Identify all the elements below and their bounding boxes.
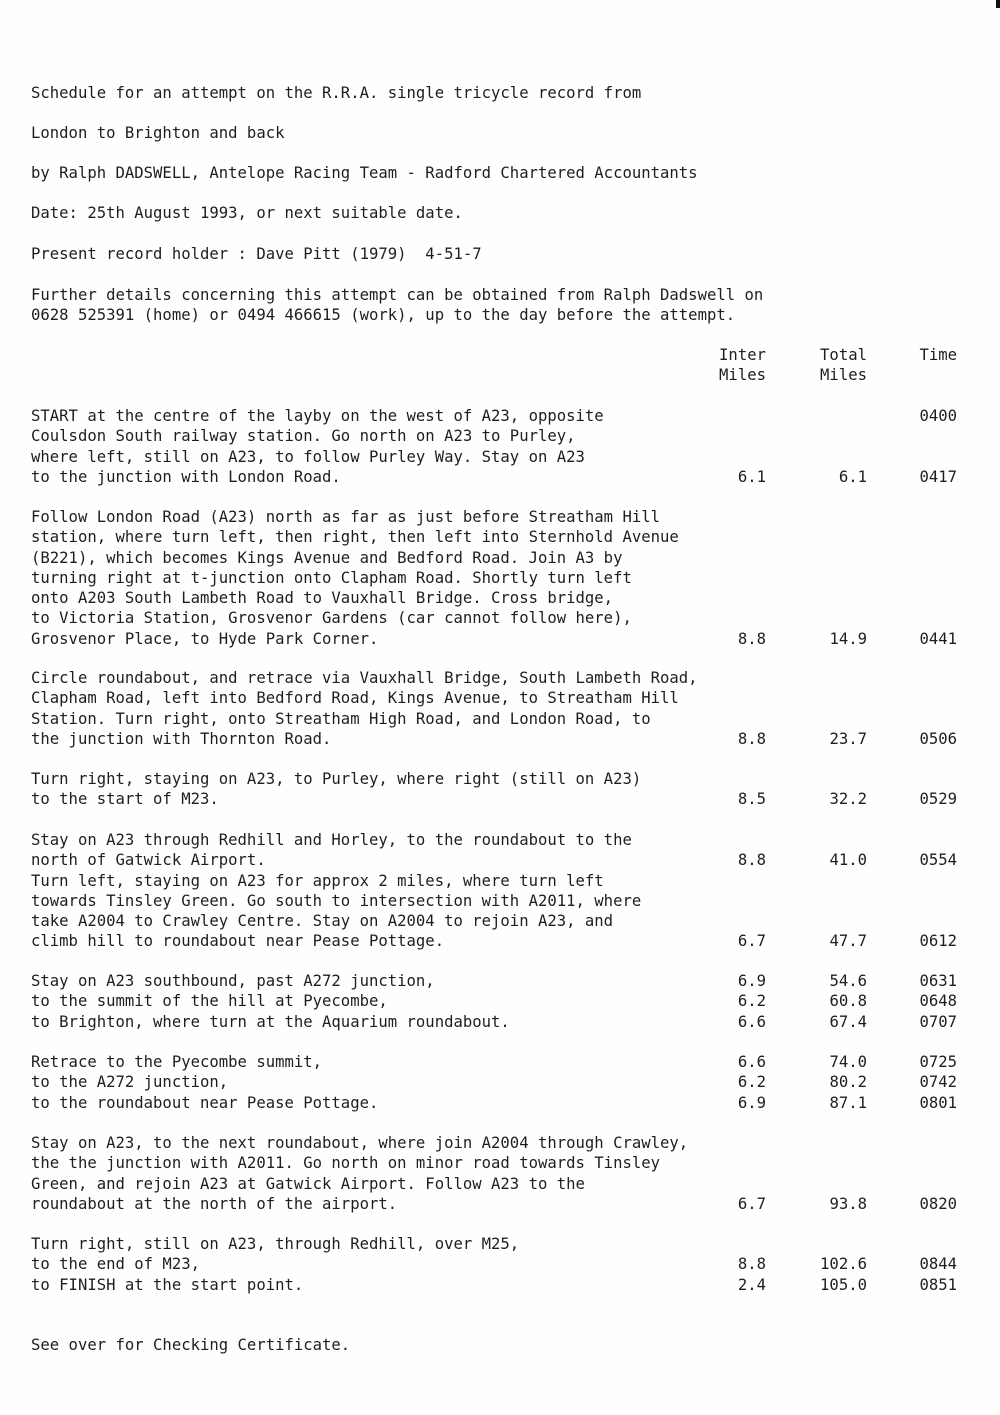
inter-miles-cell: 8.8 xyxy=(737,630,766,648)
inter-miles-cell: 6.7 xyxy=(737,1195,766,1213)
time-cell: 0725 xyxy=(919,1053,957,1071)
column-header-inter-miles: Inter Miles xyxy=(719,346,766,385)
time-cell: 0851 xyxy=(919,1276,957,1294)
total-miles-cell: 54.6 xyxy=(829,972,867,990)
footer-note: See over for Checking Certificate. xyxy=(31,1336,351,1354)
time-cell: 0417 xyxy=(919,468,957,486)
inter-miles-cell: 2.4 xyxy=(737,1276,766,1294)
inter-miles-cell: 6.2 xyxy=(737,1073,766,1091)
inter-miles-cell: 6.6 xyxy=(737,1053,766,1071)
section-description: Turn right, still on A23, through Redhill, over M25, to the end of M23, to FINISH at the start point. xyxy=(31,1235,520,1294)
total-miles-cell: 23.7 xyxy=(829,730,867,748)
total-miles-cell: 32.2 xyxy=(829,790,867,808)
section-description: Retrace to the Pyecombe summit, to the A272 junction, to the roundabout near Pease Pottage. xyxy=(31,1053,379,1112)
time-cell: 0801 xyxy=(919,1094,957,1112)
total-miles-cell: 74.0 xyxy=(829,1053,867,1071)
time-cell: 0707 xyxy=(919,1013,957,1031)
time-cell: 0844 xyxy=(919,1255,957,1273)
section-description: Follow London Road (A23) north as far as just before Streatham Hill station, where turn left, then right, then left into Sternhold Avenue (B221), which becomes Kings Avenue and Bedford Road. Join A3 by turning right at t-junction onto Clapham Road. Shortly turn left onto A203 South Lambeth Road to Vauxhall Bridge. Cross bridge, to Victoria Station, Grosvenor Gardens (car cannot follow here), Grosvenor Place, to Hyde Park Corner. xyxy=(31,508,679,648)
section-description: Stay on A23 through Redhill and Horley, to the roundabout to the north of Gatwick Airport. Turn left, staying on A23 for approx 2 miles, where turn left towards Tinsley Green. Go south to intersection with A2011, where take A2004 to Crawley Centre. Stay on A2004 to rejoin A23, and climb hill to roundabout near Pease Pottage. xyxy=(31,831,642,951)
inter-miles-cell: 8.8 xyxy=(737,1255,766,1273)
section-description: Stay on A23 southbound, past A272 junction, to the summit of the hill at Pyecombe, to Brighton, where turn at the Aquarium roundabout. xyxy=(31,972,510,1031)
total-miles-cell: 105.0 xyxy=(820,1276,867,1294)
time-cell: 0554 xyxy=(919,851,957,869)
time-cell: 0742 xyxy=(919,1073,957,1091)
time-cell: 0506 xyxy=(919,730,957,748)
time-cell: 0648 xyxy=(919,992,957,1010)
total-miles-cell: 41.0 xyxy=(829,851,867,869)
total-miles-cell: 93.8 xyxy=(829,1195,867,1213)
header-route-line: London to Brighton and back xyxy=(31,124,285,142)
header-rider-line: by Ralph DADSWELL, Antelope Racing Team - Radford Chartered Accountants xyxy=(31,164,698,182)
header-date-line: Date: 25th August 1993, or next suitable date. xyxy=(31,204,463,222)
time-cell: 0529 xyxy=(919,790,957,808)
time-cell: 0612 xyxy=(919,932,957,950)
inter-miles-cell: 6.7 xyxy=(737,932,766,950)
time-cell: 0820 xyxy=(919,1195,957,1213)
total-miles-cell: 102.6 xyxy=(820,1255,867,1273)
inter-miles-cell: 8.5 xyxy=(737,790,766,808)
section-description: START at the centre of the layby on the west of A23, opposite Coulsdon South railway station. Go north on A23 to Purley, where left, still on A23, to follow Purley Way. Stay on A23 to the junction with London Road. xyxy=(31,407,604,486)
inter-miles-cell: 6.9 xyxy=(737,972,766,990)
section-description: Turn right, staying on A23, to Purley, where right (still on A23) to the start of M23. xyxy=(31,770,642,809)
inter-miles-cell: 8.8 xyxy=(737,730,766,748)
total-miles-cell: 6.1 xyxy=(838,468,867,486)
inter-miles-cell: 6.9 xyxy=(737,1094,766,1112)
total-miles-cell: 67.4 xyxy=(829,1013,867,1031)
time-cell: 0400 xyxy=(919,407,957,425)
header-contact-line-1: Further details concerning this attempt can be obtained from Ralph Dadswell on xyxy=(31,286,764,304)
section-description: Circle roundabout, and retrace via Vauxhall Bridge, South Lambeth Road, Clapham Road, left into Bedford Road, Kings Avenue, to Streatham Hill Station. Turn right, onto Streatham High Road, and London Road, to the junction with Thornton Road. xyxy=(31,669,698,748)
total-miles-cell: 47.7 xyxy=(829,932,867,950)
total-miles-cell: 80.2 xyxy=(829,1073,867,1091)
total-miles-cell: 14.9 xyxy=(829,630,867,648)
inter-miles-cell: 6.1 xyxy=(737,468,766,486)
section-description: Stay on A23, to the next roundabout, where join A2004 through Crawley, the the junction with A2011. Go north on minor road towards Tinsley Green, and rejoin A23 at Gatwick Airport. Follow A23 to the roundabout at the north of the airport. xyxy=(31,1134,689,1213)
header-title-line: Schedule for an attempt on the R.R.A. single tricycle record from xyxy=(31,84,642,102)
total-miles-cell: 60.8 xyxy=(829,992,867,1010)
header-record-holder-line: Present record holder : Dave Pitt (1979) 4-51-7 xyxy=(31,245,482,263)
time-cell: 0631 xyxy=(919,972,957,990)
inter-miles-cell: 8.8 xyxy=(737,851,766,869)
column-header-total-miles: Total Miles xyxy=(820,346,867,385)
total-miles-cell: 87.1 xyxy=(829,1094,867,1112)
scan-corner-mark xyxy=(996,0,1000,8)
inter-miles-cell: 6.2 xyxy=(737,992,766,1010)
column-header-time: Time xyxy=(919,346,957,364)
inter-miles-cell: 6.6 xyxy=(737,1013,766,1031)
header-contact-line-2: 0628 525391 (home) or 0494 466615 (work), up to the day before the attempt. xyxy=(31,306,736,324)
time-cell: 0441 xyxy=(919,630,957,648)
